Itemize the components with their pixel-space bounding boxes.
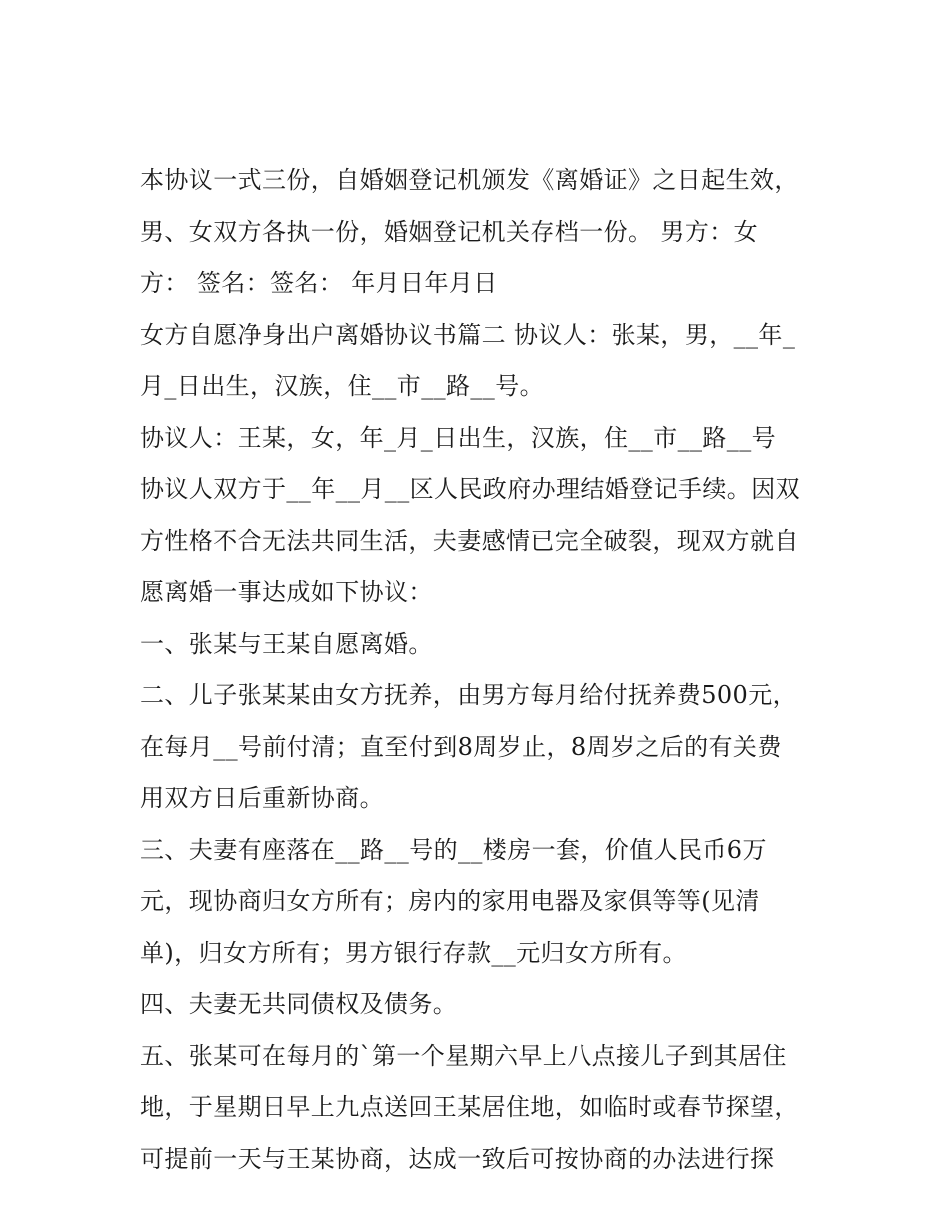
text-line: 愿离婚一事达成如下协议： xyxy=(140,578,433,606)
text-line: 协议人：王某，女，年_月_日出生，汉族，住__市__路__号 xyxy=(140,423,776,452)
text-line: 方： 签名：签名： 年月日年月日 xyxy=(140,269,498,297)
text-line: 协议人双方于__年__月__区人民政府办理结婚登记手续。因双 xyxy=(140,475,800,503)
text-line: 方性格不合无法共同生活，夫妻感情已完全破裂，现双方就自 xyxy=(140,526,799,555)
text-line: 五、张某可在每月的`第一个星期六早上八点接儿子到其居住 xyxy=(140,1041,787,1070)
text-line: 二、儿子张某某由女方抚养，由男方每月给付抚养费500元， xyxy=(140,681,798,709)
text-line: 地，于星期日早上九点送回王某居住地，如临时或春节探望， xyxy=(140,1093,799,1121)
text-line: 四、夫妻无共同债权及债务。 xyxy=(140,990,458,1018)
text-line: 单)，归女方所有；男方银行存款__元归女方所有。 xyxy=(140,938,687,967)
text-line: 在每月__号前付清；直至付到8周岁止，8周岁之后的有关费 xyxy=(140,732,782,761)
text-line: 女方自愿净身出户离婚协议书篇二 协议人：张某，男，__年_ xyxy=(140,320,796,349)
text-line: 月_日出生，汉族，住__市__路__号。 xyxy=(140,372,544,400)
text-line: 元，现协商归女方所有；房内的家用电器及家俱等等(见清 xyxy=(140,887,760,915)
text-line: 一、张某与王某自愿离婚。 xyxy=(140,629,433,658)
text-line: 本协议一式三份，自婚姻登记机颁发《离婚证》之日起生效， xyxy=(140,166,799,194)
text-line: 三、夫妻有座落在__路__号的__楼房一套，价值人民币6万 xyxy=(140,835,767,864)
document-body xyxy=(140,155,830,1185)
text-line: 用双方日后重新协商。 xyxy=(140,784,384,812)
text-line: 可提前一天与王某协商，达成一致后可按协商的办法进行探 xyxy=(140,1144,775,1173)
text-line: 男、女双方各执一份，婚姻登记机关存档一份。 男方：女 xyxy=(140,217,759,246)
